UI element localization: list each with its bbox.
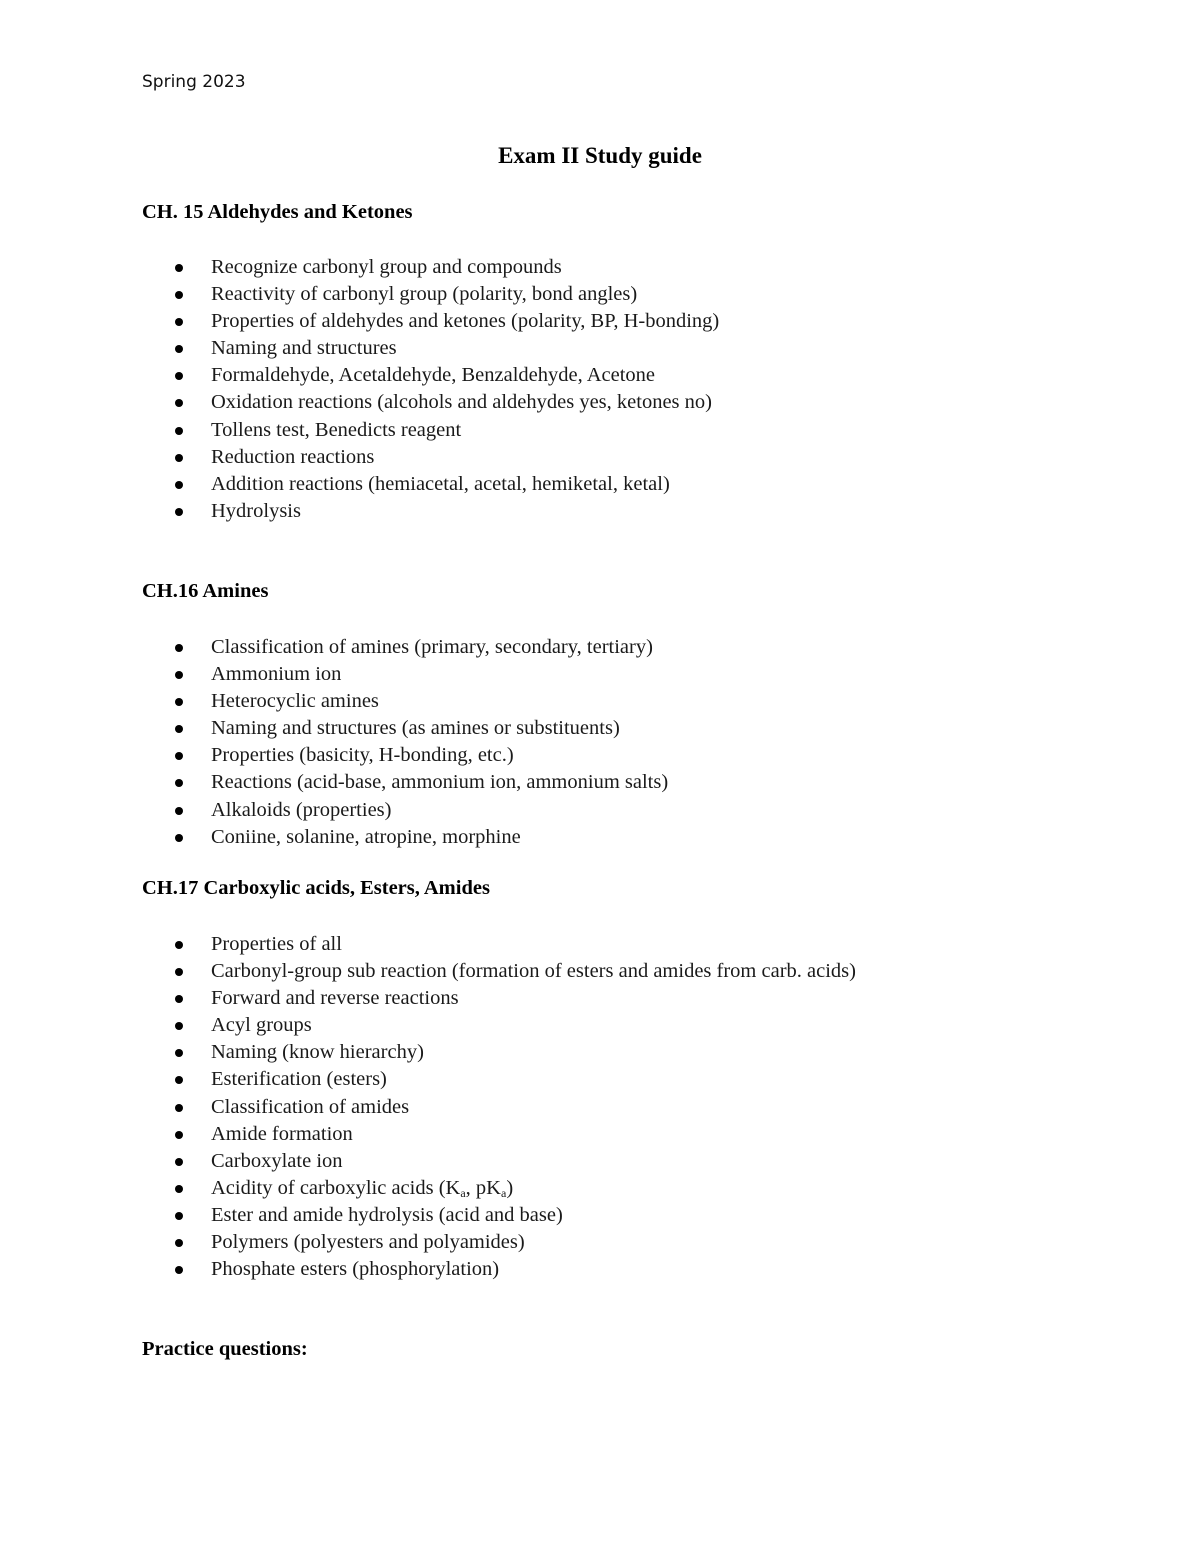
bullet-icon — [175, 779, 183, 787]
bullet-icon — [175, 345, 183, 353]
list-item: Classification of amides — [0, 1094, 856, 1121]
bullet-icon — [175, 318, 183, 326]
list-item: Ammonium ion — [0, 661, 668, 688]
bullet-icon — [175, 481, 183, 489]
list-item: Amide formation — [0, 1121, 856, 1148]
list-item: Properties of aldehydes and ketones (polarity, BP, H-bonding) — [0, 308, 719, 335]
section-heading-ch16: CH.16 Amines — [142, 580, 269, 602]
bullet-icon — [175, 1158, 183, 1166]
list-item: Ester and amide hydrolysis (acid and base) — [0, 1202, 856, 1229]
list-item: Reactivity of carbonyl group (polarity, bond angles) — [0, 281, 719, 308]
list-item: Acyl groups — [0, 1012, 856, 1039]
list-item: Addition reactions (hemiacetal, acetal, hemiketal, ketal) — [0, 471, 719, 498]
bullet-icon — [175, 508, 183, 516]
list-item: Polymers (polyesters and polyamides) — [0, 1229, 856, 1256]
bullet-icon — [175, 752, 183, 760]
list-item: Alkaloids (properties) — [0, 797, 668, 824]
list-item: Formaldehyde, Acetaldehyde, Benzaldehyde, Acetone — [0, 362, 719, 389]
bullet-icon — [175, 1076, 183, 1084]
bullet-icon — [175, 1049, 183, 1057]
list-item: Carboxylate ion — [0, 1148, 856, 1175]
bullet-icon — [175, 1185, 183, 1193]
bullet-icon — [175, 941, 183, 949]
topic-list-ch17 — [0, 931, 856, 1283]
practice-questions-heading: Practice questions: — [142, 1338, 308, 1360]
bullet-icon — [175, 427, 183, 435]
bullet-icon — [175, 291, 183, 299]
list-item: Naming and structures (as amines or substituents) — [0, 715, 668, 742]
bullet-icon — [175, 995, 183, 1003]
bullet-icon — [175, 725, 183, 733]
bullet-icon — [175, 1131, 183, 1139]
list-item: Recognize carbonyl group and compounds — [0, 254, 719, 281]
list-item: Hydrolysis — [0, 498, 719, 525]
topic-list-ch15 — [0, 254, 719, 525]
list-item: Classification of amines (primary, secondary, tertiary) — [0, 634, 668, 661]
term-header: Spring 2023 — [142, 72, 246, 92]
bullet-icon — [175, 834, 183, 842]
list-item: Tollens test, Benedicts reagent — [0, 417, 719, 444]
subscript-a: a — [500, 1185, 507, 1200]
list-item: Properties (basicity, H-bonding, etc.) — [0, 742, 668, 769]
list-item: Oxidation reactions (alcohols and aldehydes yes, ketones no) — [0, 389, 719, 416]
list-item: Naming (know hierarchy) — [0, 1039, 856, 1066]
list-item: Reduction reactions — [0, 444, 719, 471]
list-item: Properties of all — [0, 931, 856, 958]
list-item: Naming and structures — [0, 335, 719, 362]
bullet-icon — [175, 399, 183, 407]
bullet-icon — [175, 1022, 183, 1030]
list-item: Acidity of carboxylic acids ($K_a$, $pK_a$) — [0, 1175, 856, 1202]
section-heading-ch15: CH. 15 Aldehydes and Ketones — [142, 201, 413, 223]
bullet-icon — [175, 644, 183, 652]
list-item: Heterocyclic amines — [0, 688, 668, 715]
bullet-icon — [175, 671, 183, 679]
subscript-a: a — [460, 1185, 466, 1200]
bullet-icon — [175, 1266, 183, 1274]
bullet-icon — [175, 1239, 183, 1247]
list-item: Reactions (acid-base, ammonium ion, ammonium salts) — [0, 769, 668, 796]
list-item: Esterification (esters) — [0, 1066, 856, 1093]
bullet-icon — [175, 1212, 183, 1220]
list-item: Carbonyl-group sub reaction (formation of esters and amides from carb. acids) — [0, 958, 856, 985]
bullet-icon — [175, 264, 183, 272]
document-title: Exam II Study guide — [498, 143, 702, 168]
topic-list-ch16 — [0, 634, 668, 851]
list-item: Coniine, solanine, atropine, morphine — [0, 824, 668, 851]
bullet-icon — [175, 372, 183, 380]
bullet-icon — [175, 968, 183, 976]
bullet-icon — [175, 698, 183, 706]
bullet-icon — [175, 454, 183, 462]
list-item: Phosphate esters (phosphorylation) — [0, 1256, 856, 1283]
section-heading-ch17: CH.17 Carboxylic acids, Esters, Amides — [142, 877, 490, 899]
bullet-icon — [175, 1104, 183, 1112]
list-item: Forward and reverse reactions — [0, 985, 856, 1012]
bullet-icon — [175, 807, 183, 815]
